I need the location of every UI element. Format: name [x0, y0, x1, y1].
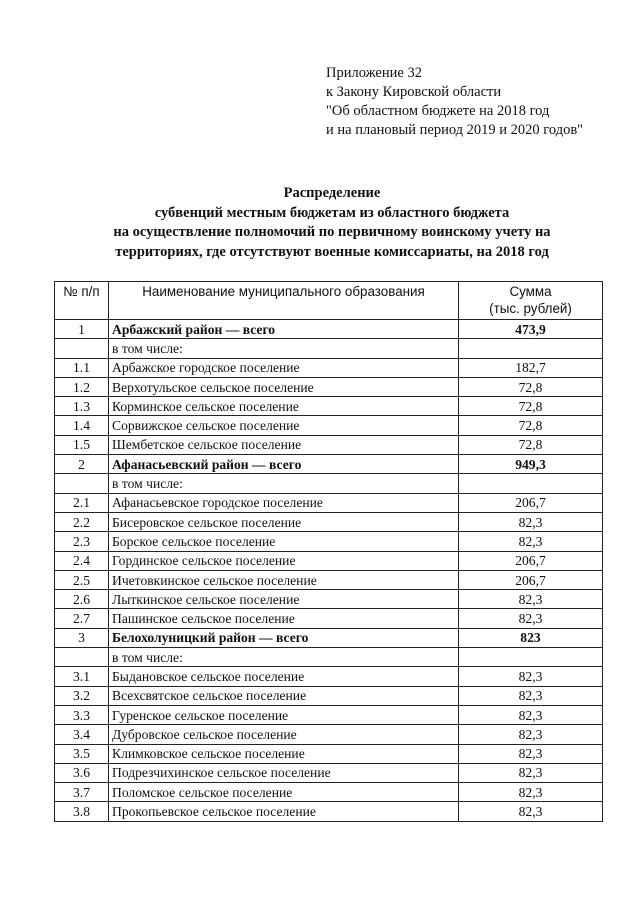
row-number: 2.2 [55, 512, 109, 531]
row-municipality: в том числе: [109, 648, 459, 667]
row-number: 2.7 [55, 609, 109, 628]
table-row [55, 493, 603, 512]
row-municipality: Бисеровское сельское поселение [109, 512, 459, 531]
distribution-table [54, 281, 603, 822]
table-row [55, 532, 603, 551]
header-sum-unit: (тыс. рублей) [489, 301, 572, 316]
row-municipality: Гординское сельское поселение [109, 551, 459, 570]
title-line: Распределение [283, 185, 381, 201]
table-row-district [55, 455, 603, 474]
row-sum [459, 648, 603, 667]
table-row-subheader [55, 339, 603, 358]
row-number: 1.5 [55, 435, 109, 454]
header-sum-line: Сумма [509, 284, 552, 299]
row-municipality: Белохолуницкий район — всего [109, 628, 459, 647]
row-number: 3.8 [55, 802, 109, 821]
row-sum: 82,3 [459, 744, 603, 763]
table-row [55, 667, 603, 686]
header-sum [459, 282, 603, 320]
table-row [55, 783, 603, 802]
row-municipality: Быдановское сельское поселение [109, 667, 459, 686]
table-row [55, 802, 603, 821]
row-number: 1.2 [55, 377, 109, 396]
row-sum: 82,3 [459, 725, 603, 744]
row-number: 3.4 [55, 725, 109, 744]
header-number: № п/п [55, 282, 109, 320]
row-sum: 82,3 [459, 763, 603, 782]
title-line: на осуществление полномочий по первичному воинскому учету на [113, 224, 551, 240]
row-number: 3.6 [55, 763, 109, 782]
row-number: 2.6 [55, 590, 109, 609]
table-row [55, 763, 603, 782]
table-row-district [55, 320, 603, 339]
table-row [55, 512, 603, 531]
row-municipality: Всехсвятское сельское поселение [109, 686, 459, 705]
row-sum: 82,3 [459, 590, 603, 609]
table-row [55, 609, 603, 628]
row-municipality: Корминское сельское поселение [109, 397, 459, 416]
table-row [55, 686, 603, 705]
appendix-line: к Закону Кировской области [326, 84, 502, 100]
row-number: 1 [55, 320, 109, 339]
row-number: 2 [55, 455, 109, 474]
row-municipality: Афанасьевский район — всего [109, 455, 459, 474]
table-row [55, 551, 603, 570]
row-municipality: Афанасьевское городское поселение [109, 493, 459, 512]
table-row [55, 358, 603, 377]
row-sum: 82,3 [459, 609, 603, 628]
row-sum: 82,3 [459, 667, 603, 686]
row-number: 3.1 [55, 667, 109, 686]
row-number [55, 474, 109, 493]
row-sum [459, 339, 603, 358]
row-sum: 82,3 [459, 783, 603, 802]
header-municipality: Наименование муниципального образования [109, 282, 459, 320]
row-sum: 206,7 [459, 493, 603, 512]
row-municipality: Подрезчихинское сельское поселение [109, 763, 459, 782]
title-line: территориях, где отсутствуют военные комиссариаты, на 2018 год [115, 243, 549, 260]
row-number: 1.1 [55, 358, 109, 377]
row-municipality: Шембетское сельское поселение [109, 435, 459, 454]
row-sum: 82,3 [459, 532, 603, 551]
row-municipality: Поломское сельское поселение [109, 783, 459, 802]
row-sum: 206,7 [459, 570, 603, 589]
table-row-subheader [55, 474, 603, 493]
table-body [55, 320, 603, 822]
row-municipality: Арбажское городское поселение [109, 358, 459, 377]
row-number: 3.2 [55, 686, 109, 705]
row-sum: 182,7 [459, 358, 603, 377]
appendix-reference [326, 64, 583, 140]
table-row [55, 416, 603, 435]
row-municipality: Арбажский район — всего [109, 320, 459, 339]
row-number: 2.4 [55, 551, 109, 570]
table-row-subheader [55, 648, 603, 667]
appendix-line: и на плановый период 2019 и 2020 годов" [326, 122, 584, 138]
table-row [55, 570, 603, 589]
row-sum: 72,8 [459, 416, 603, 435]
row-number: 3 [55, 628, 109, 647]
row-municipality: Гуренское сельское поселение [109, 705, 459, 724]
table-row [55, 377, 603, 396]
row-municipality: Борское сельское поселение [109, 532, 459, 551]
table-row [55, 435, 603, 454]
document-title [40, 184, 624, 262]
row-municipality: Прокопьевское сельское поселение [109, 802, 459, 821]
row-number: 3.3 [55, 705, 109, 724]
table-header-row [55, 282, 603, 320]
row-municipality: Климковское сельское поселение [109, 744, 459, 763]
table-row [55, 744, 603, 763]
row-number: 2.3 [55, 532, 109, 551]
row-sum: 72,8 [459, 397, 603, 416]
row-municipality: в том числе: [109, 474, 459, 493]
row-municipality: Пашинское сельское поселение [109, 609, 459, 628]
row-sum: 823 [459, 628, 603, 647]
row-municipality: в том числе: [109, 339, 459, 358]
row-number: 1.4 [55, 416, 109, 435]
row-sum: 206,7 [459, 551, 603, 570]
row-sum: 82,3 [459, 686, 603, 705]
row-municipality: Дубровское сельское поселение [109, 725, 459, 744]
row-sum [459, 474, 603, 493]
table-row [55, 590, 603, 609]
table-row [55, 725, 603, 744]
row-number: 2.5 [55, 570, 109, 589]
table-row [55, 705, 603, 724]
row-municipality: Верхотульское сельское поселение [109, 377, 459, 396]
row-number [55, 648, 109, 667]
appendix-line: "Об областном бюджете на 2018 год [326, 103, 550, 119]
row-number: 3.5 [55, 744, 109, 763]
row-number: 3.7 [55, 783, 109, 802]
row-number [55, 339, 109, 358]
row-sum: 72,8 [459, 435, 603, 454]
row-number: 2.1 [55, 493, 109, 512]
appendix-line: Приложение 32 [326, 65, 422, 81]
table-row [55, 397, 603, 416]
row-municipality: Лыткинское сельское поселение [109, 590, 459, 609]
row-sum: 949,3 [459, 455, 603, 474]
row-municipality: Сорвижское сельское поселение [109, 416, 459, 435]
table-row-district [55, 628, 603, 647]
row-sum: 473,9 [459, 320, 603, 339]
row-municipality: Ичетовкинское сельское поселение [109, 570, 459, 589]
title-line: субвенций местным бюджетам из областного бюджета [154, 204, 510, 221]
row-sum: 82,3 [459, 802, 603, 821]
row-sum: 72,8 [459, 377, 603, 396]
row-number: 1.3 [55, 397, 109, 416]
row-sum: 82,3 [459, 512, 603, 531]
row-sum: 82,3 [459, 705, 603, 724]
